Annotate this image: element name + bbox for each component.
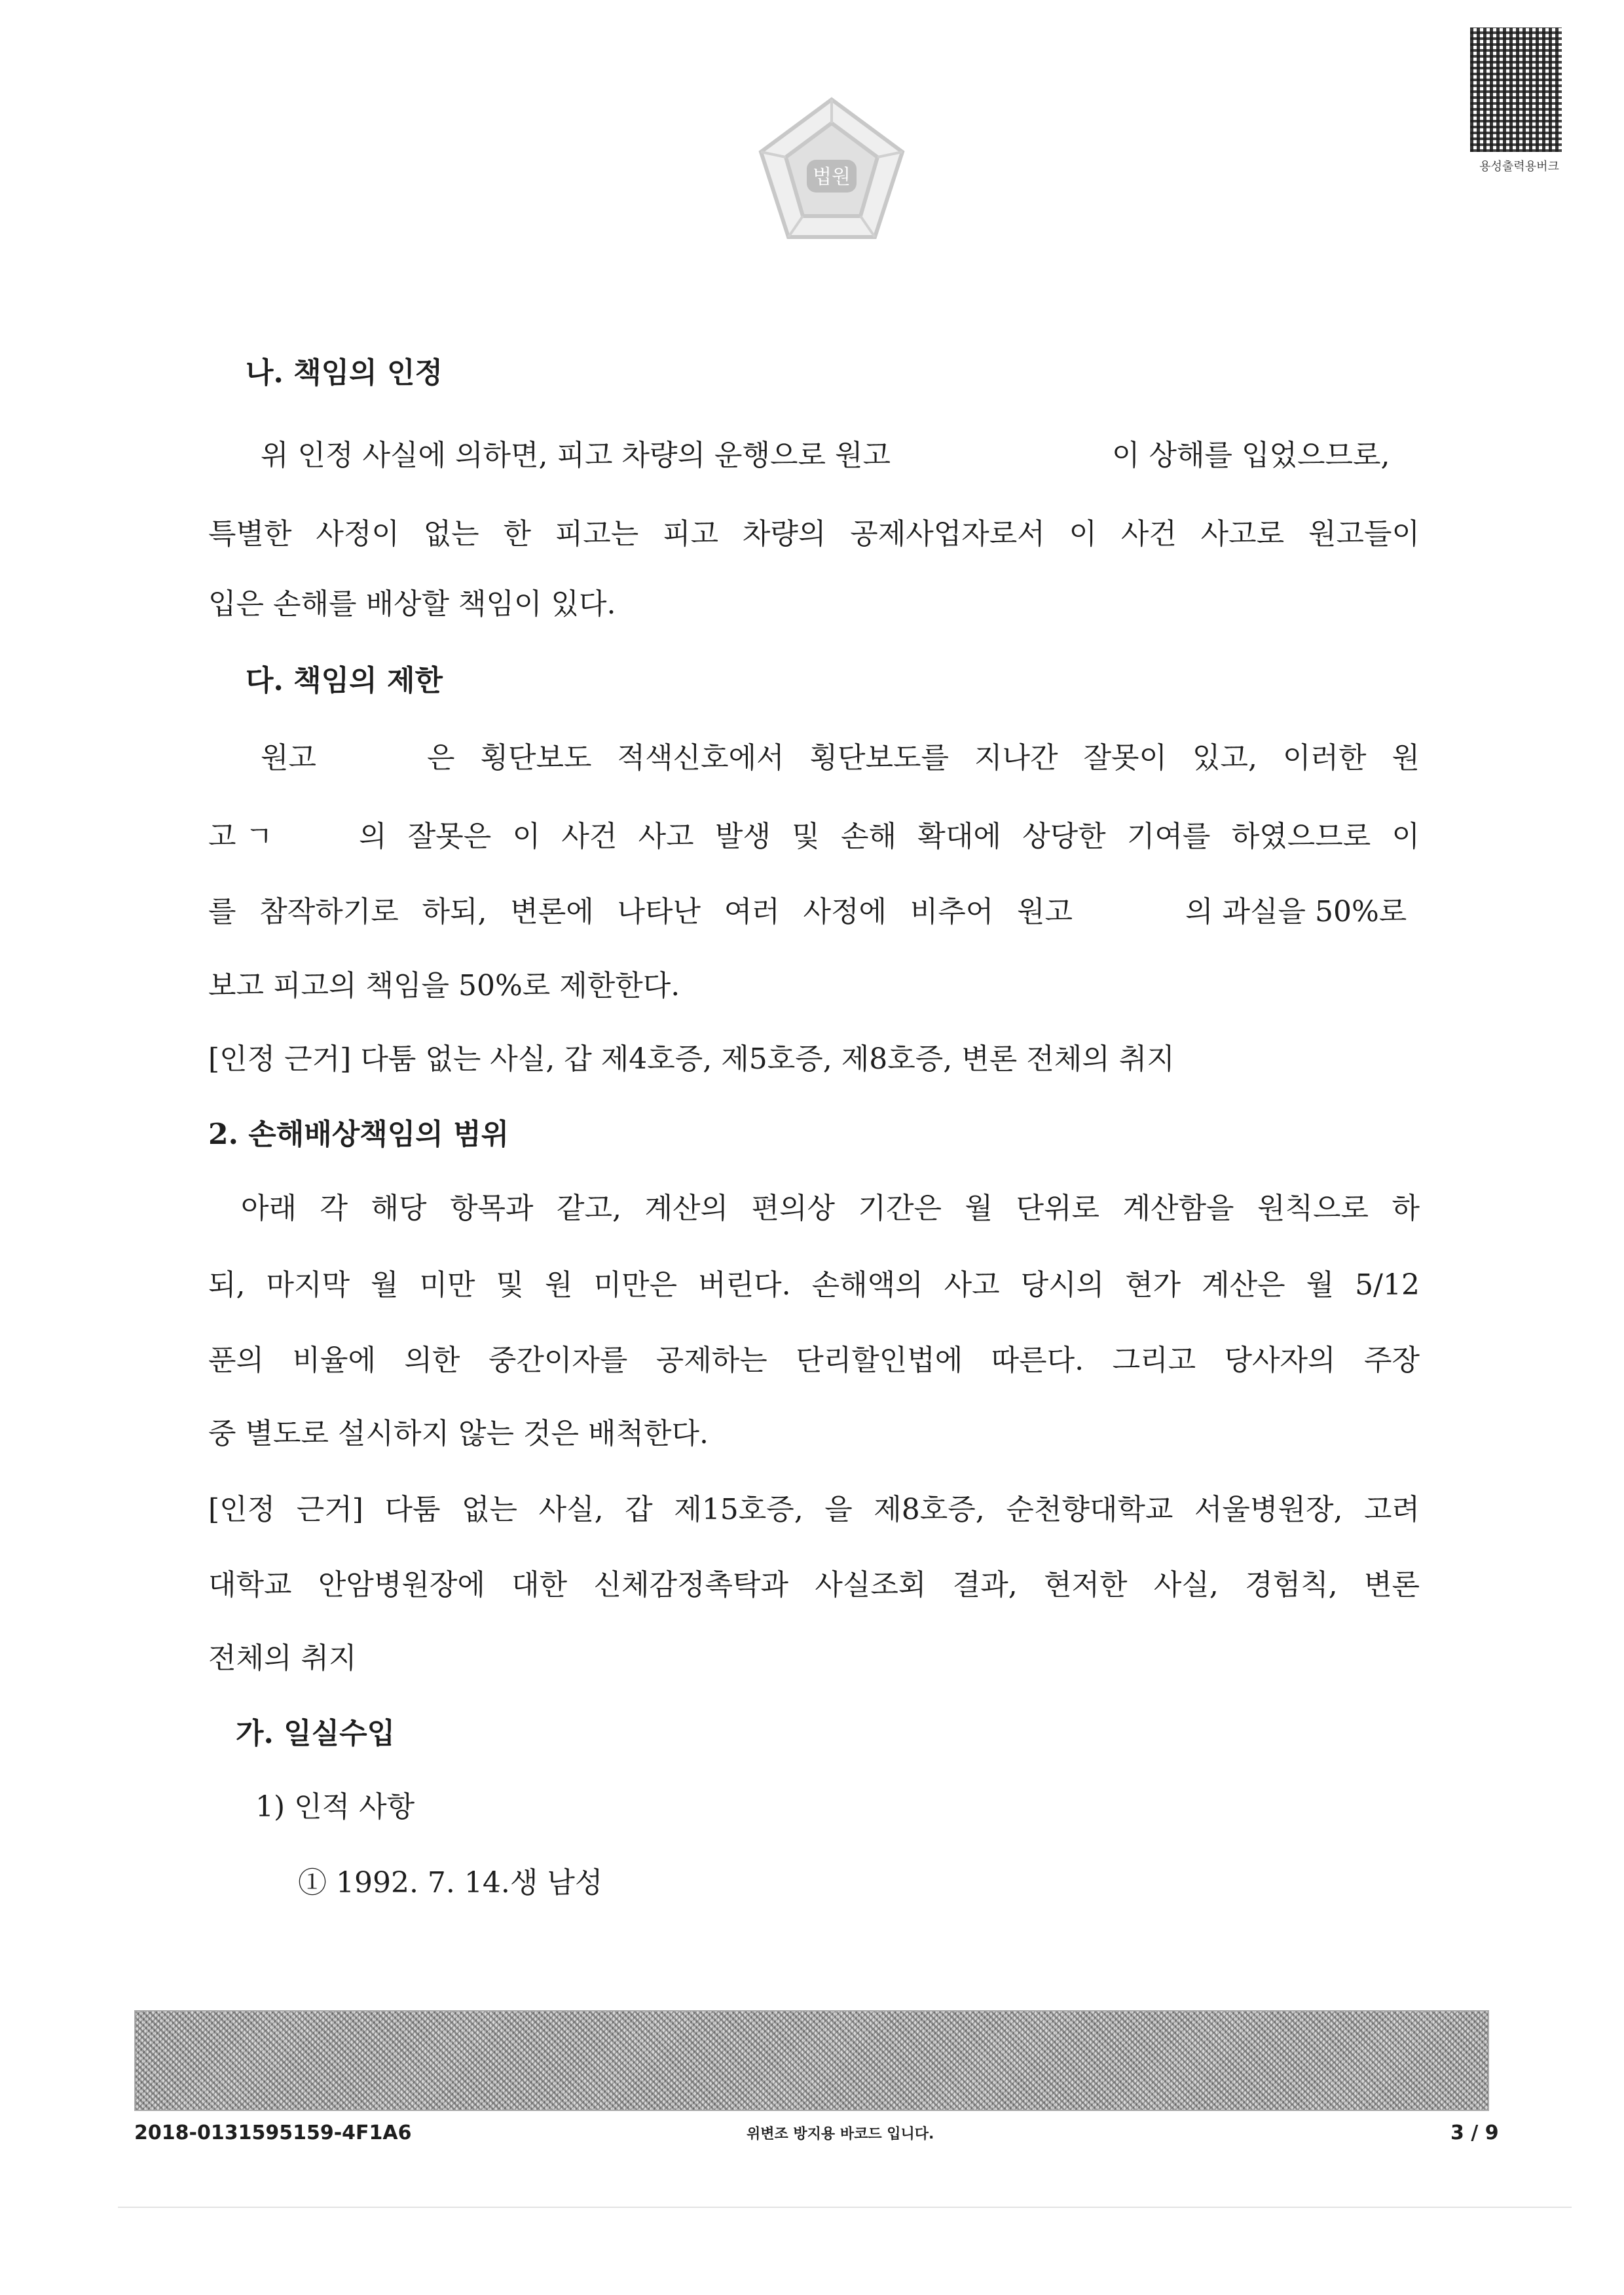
heading-lost-income: 가. 일실수입 — [236, 1717, 396, 1750]
basis-note-2-line3: 전체의 취지 — [208, 1642, 357, 1675]
paragraph-liability-line1b: 이 상해를 입었으므로, — [1112, 439, 1390, 472]
paragraph-limit-line1a: 원고 — [261, 741, 317, 775]
paragraph-liability-line2: 특별한 사정이 없는 한 피고는 피고 차량의 공제사업자로서 이 사건 사고로 원고들이 — [208, 517, 1420, 551]
heading-liability-recognition: 나. 책임의 인정 — [246, 356, 443, 390]
heading-damages-scope: 2. 손해배상책임의 범위 — [208, 1118, 509, 1151]
paragraph-scope-line2: 되, 마지막 월 미만 및 원 미만은 버린다. 손해액의 사고 당시의 현가 계산은 월 5/12 — [208, 1268, 1420, 1302]
item-personal-details: 1) 인적 사항 — [255, 1790, 415, 1824]
paragraph-scope-line3: 푼의 비율에 의한 중간이자를 공제하는 단리할인법에 따른다. 그리고 당사자의 주장 — [208, 1344, 1420, 1377]
paragraph-liability-line3: 입은 손해를 배상할 책임이 있다. — [208, 587, 616, 621]
redaction-box — [1080, 894, 1179, 930]
item-birthdate-gender: ① 1992. 7. 14.생 남성 — [298, 1866, 603, 1900]
court-seal-icon — [747, 92, 917, 249]
seal-label: 법원 — [813, 166, 851, 189]
basis-note-2-line2: 대학교 안암병원장에 대한 신체감정촉탁과 사실조회 결과, 현저한 사실, 경험칙, 변론 — [208, 1568, 1420, 1602]
paragraph-limit-line2a: 고 ㄱ — [208, 820, 273, 853]
paragraph-liability-line1a: 위 인정 사실에 의하면, 피고 차량의 운행으로 원고 — [261, 439, 891, 472]
barcode-notice: 위변조 방지용 바코드 입니다. — [747, 2126, 934, 2142]
redaction-box — [334, 740, 419, 777]
paragraph-limit-line3a: 를 참작하기로 하되, 변론에 나타난 여러 사정에 비추어 원고 — [208, 895, 1073, 928]
heading-liability-limitation: 다. 책임의 제한 — [246, 664, 443, 697]
basis-note-1: [인정 근거] 다툼 없는 사실, 갑 제4호증, 제5호증, 제8호증, 변론 전체의 취지 — [208, 1042, 1175, 1076]
anti-forgery-barcode — [134, 2010, 1489, 2111]
qr-code — [1470, 28, 1562, 152]
paragraph-limit-line4: 보고 피고의 책임을 50%로 제한한다. — [208, 969, 680, 1002]
paragraph-limit-line2b: 의 잘못은 이 사건 사고 발생 및 손해 확대에 상당한 기여를 하였으므로 이 — [359, 820, 1420, 853]
paragraph-limit-line1b: 은 횡단보도 적색신호에서 횡단보도를 지나간 잘못이 있고, 이러한 원 — [427, 741, 1420, 775]
redaction-box — [288, 818, 354, 855]
redaction-box — [1012, 437, 1097, 474]
basis-note-2-line1: [인정 근거] 다툼 없는 사실, 갑 제15호증, 을 제8호증, 순천향대학교 서울병원장, 고려 — [208, 1493, 1420, 1526]
qr-caption: 용성출력용버크 — [1479, 160, 1559, 174]
paragraph-limit-line3b: 의 과실을 50%로 — [1185, 895, 1407, 928]
document-id: 2018-0131595159-4F1A6 — [134, 2121, 412, 2144]
paragraph-scope-line4: 중 별도로 설시하지 않는 것은 배척한다. — [208, 1417, 709, 1450]
paragraph-scope-line1: 아래 각 해당 항목과 같고, 계산의 편의상 기간은 월 단위로 계산함을 원칙으로 하 — [241, 1192, 1420, 1225]
page-number: 3 / 9 — [1450, 2121, 1499, 2144]
bottom-divider — [118, 2207, 1572, 2208]
